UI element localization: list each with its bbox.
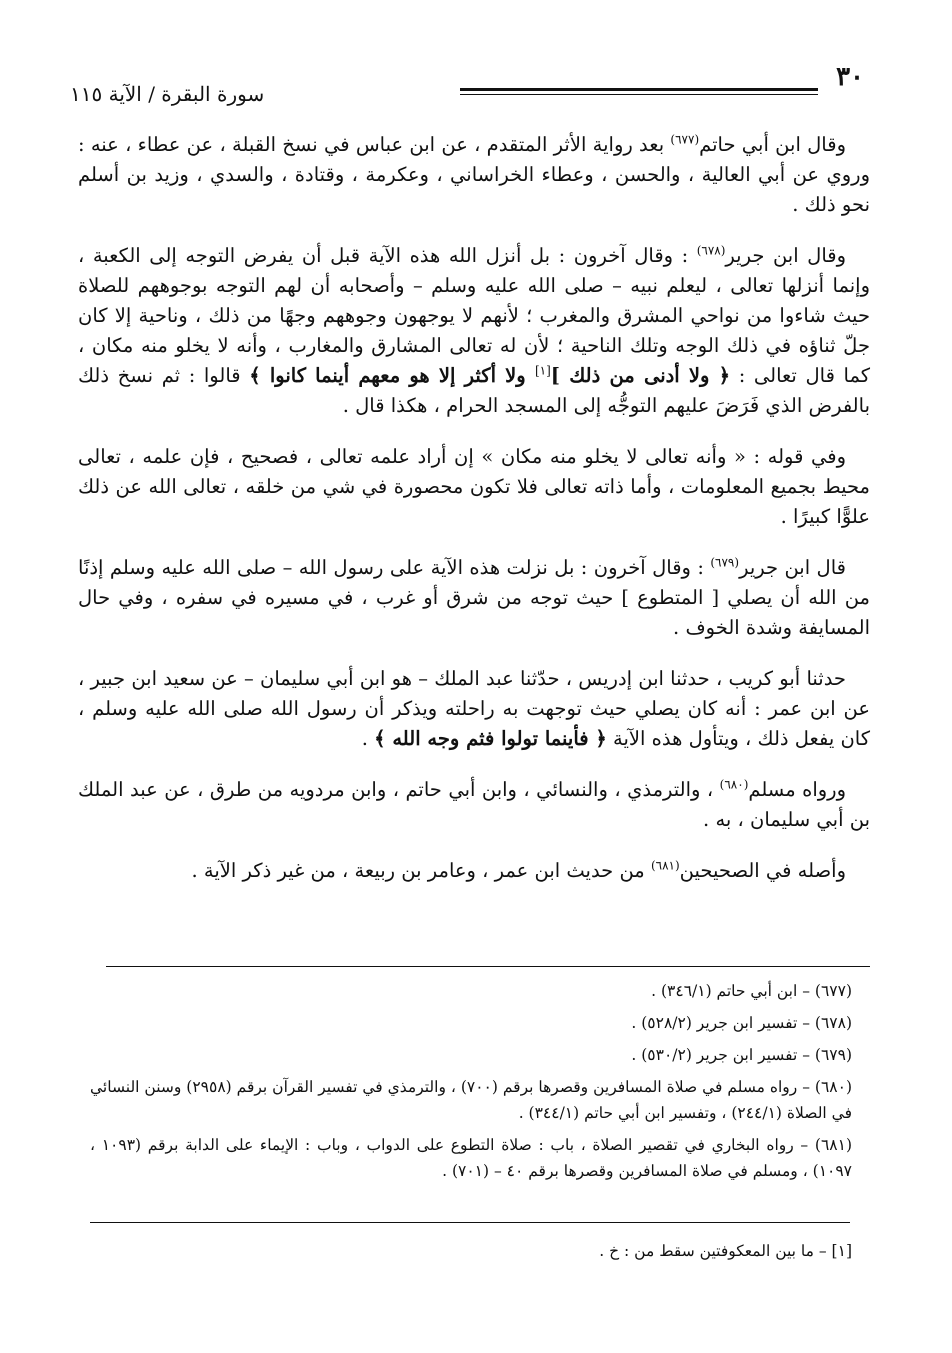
quran-quote: ﴿ فأينما تولوا فثم وجه الله ﴾	[374, 727, 607, 750]
footnote-ref: (٦٨١)	[650, 858, 680, 873]
footnote-ref: (٦٧٨)	[696, 243, 726, 258]
footnotes	[90, 978, 852, 1190]
paragraph-5	[78, 664, 870, 754]
paragraph-6	[78, 775, 870, 835]
paragraph-text: وأصله في الصحيحين	[679, 859, 846, 882]
main-text	[78, 130, 870, 886]
surah-reference: سورة البقرة / الآية ١١٥	[70, 82, 265, 106]
editor-note-ref: [١]	[534, 363, 551, 378]
footnote-ref: (٦٧٧)	[670, 132, 700, 147]
paragraph-7	[78, 856, 870, 886]
paragraph-text: : وقال آخرون : بل أنزل الله هذه الآية قبل أن يفرض التوجه إلى الكعبة ، وإنما أنزلها تعالى ، ليعلم نبيه – صلى الله عليه وسلم – وأصحابه أن لهم التوجه بوجوههم للصلاة حيث شاءوا من نواحي المشرق والمغرب ؛ لأنهم لا يوجهون وجوههم وجهًا من ذلك ، وناحية إلا كان جلّ ثناؤه في ذلك الوجه وتلك الناحية ؛ لأن له تعالى المشارق والمغارب ، وأنه لا يخلو منه مكان ، كما قال تعالى :	[78, 244, 871, 387]
paragraph-text: ورواه مسلم	[748, 778, 846, 801]
footnote-ref: (٦٨٠)	[719, 777, 749, 792]
page-header	[70, 62, 864, 108]
paragraph-1	[78, 130, 870, 220]
footnote: (٦٨٠) – رواه مسلم في صلاة المسافرين وقصرها برقم (٧٠٠) ، والترمذي في تفسير القرآن برقم (٢٩٥٨) وسنن النسائي في الصلاة (٢٤٤/١) ، وتفسير ابن أبي حاتم (٣٤٤/١) .	[90, 1078, 852, 1122]
paragraph-4	[78, 553, 870, 643]
header-rule	[460, 88, 818, 91]
paragraph-text: ، والترمذي ، والنسائي ، وابن أبي حاتم ، وابن مردويه من طرق ، عن عبد الملك بن أبي سليمان ، به .	[78, 778, 870, 831]
editor-note: [١] – ما بين المعكوفتين سقط من : خ .	[599, 1242, 852, 1260]
paragraph-text: : وقال آخرون : بل نزلت هذه الآية على رسول الله – صلى الله عليه وسلم إذنًا من الله أن يصلي [ المتطوع ] حيث توجه من شرق أو غرب ، في مسيره في سفره ، وفي حال المسايفة وشدة الخوف .	[78, 556, 870, 639]
paragraph-text: من حديث ابن عمر ، وعامر بن ربيعة ، من غير ذكر الآية .	[191, 859, 651, 882]
paragraph-text: .	[361, 727, 375, 750]
paragraph-text: وقال ابن جرير	[725, 244, 847, 267]
paragraph-2	[78, 241, 870, 421]
paragraph-text: حدثنا أبو كريب ، حدثنا ابن إدريس ، حدّثنا عبد الملك – هو ابن أبي سليمان – عن سعيد ابن جبير ، عن ابن عمر : أنه كان يصلي حيث توجهت به راحلته ويذكر أن رسول الله صلى الله عليه وسلم ، كان يفعل ذلك ، ويتأول هذه الآية	[78, 667, 870, 750]
paragraph-3	[78, 442, 870, 532]
footnote: (٦٧٧) – ابن أبي حاتم (٣٤٦/١) .	[651, 982, 852, 1000]
paragraph-text: قال ابن جرير	[739, 556, 846, 579]
page-number: ٣٠	[836, 62, 864, 92]
paragraph-text: بعد رواية الأثر المتقدم ، عن ابن عباس في نسخ القبلة ، عن عطاء ، عنه : وروي عن أبي العالية ، والحسن ، وعطاء الخراساني ، وعكرمة ، وقتادة ، والسدي ، وزيد بن أسلم نحو ذلك .	[78, 133, 870, 216]
footnote: (٦٧٨) – تفسير ابن جرير (٥٢٨/٢) .	[631, 1014, 852, 1032]
editor-note-divider	[90, 1222, 850, 1223]
paragraph-text: قالوا : ثم نسخ ذلك بالفرض الذي فَرَضَ عليهم التوجُّه إلى المسجد الحرام ، هكذا قال .	[78, 364, 870, 417]
footnote: (٦٧٩) – تفسير ابن جرير (٥٣٠/٢) .	[631, 1046, 852, 1064]
paragraph-text: وقال ابن أبي حاتم	[699, 133, 846, 156]
footnote-divider	[106, 966, 870, 967]
paragraph-text: وفي قوله : « وأنه تعالى لا يخلو منه مكان » إن أراد علمه تعالى ، فصحيح ، فإن علمه ، تعالى محيط بجميع المعلومات ، وأما ذاته تعالى فلا تكون محصورة في شي من خلقه ، تعالى الله عن ذلك علوًّا كبيرًا .	[78, 445, 870, 528]
quran-quote: ﴿ ولا أدنى من ذلك ]	[550, 364, 731, 387]
footnote-ref: (٦٧٩)	[710, 555, 740, 570]
footnote: (٦٨١) – رواه البخاري في تقصير الصلاة ، باب : صلاة التطوع على الدواب ، وباب : الإيماء على الدابة برقم (١٠٩٣ ، ١٠٩٧) ، ومسلم في صلاة المسافرين وقصرها برقم ٤٠ – (٧٠١) .	[90, 1136, 852, 1180]
quran-quote: ولا أكثر إلا هو معهم أينما كانوا ﴾	[249, 364, 535, 387]
